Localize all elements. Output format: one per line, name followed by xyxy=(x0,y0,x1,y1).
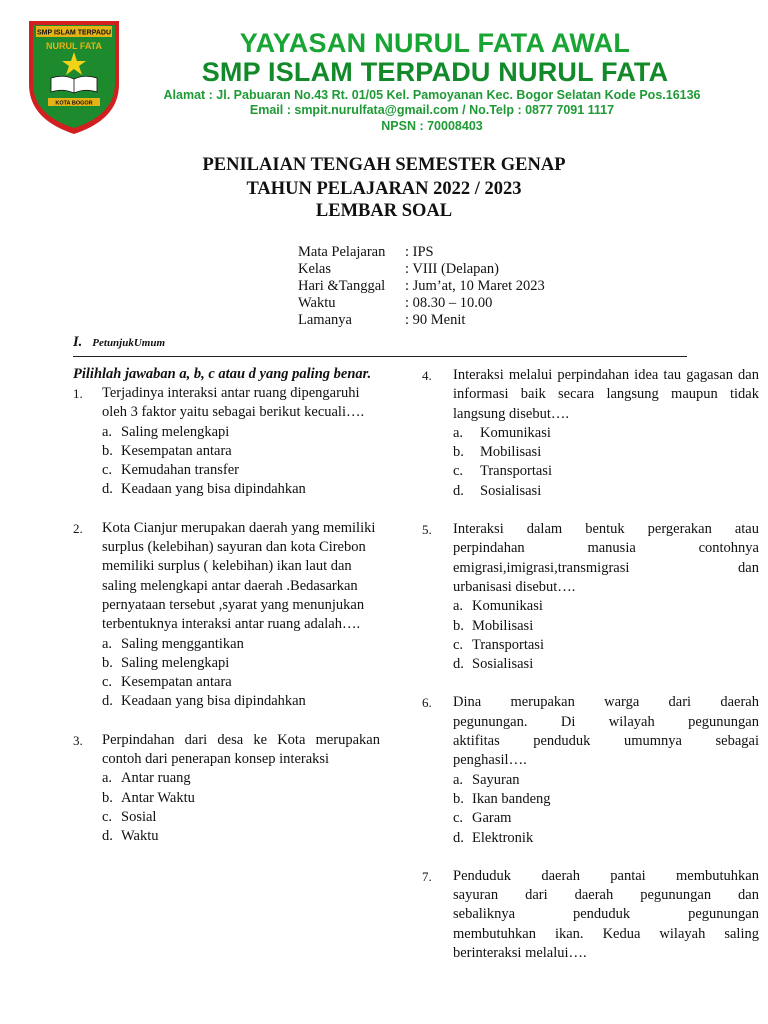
question-item xyxy=(422,867,759,963)
foundation-name: YAYASAN NURUL FATA AWAL xyxy=(239,28,631,58)
question-number: 6. xyxy=(422,695,432,711)
option-letter: c. xyxy=(102,462,113,479)
option-letter: c. xyxy=(102,808,113,825)
option-text: Transportasi xyxy=(472,636,544,653)
option-letter: a. xyxy=(453,771,464,788)
question-stem: Perpindahan dari desa ke Kota merupakan contoh dari penerapan konsep interaksi xyxy=(102,731,380,768)
option-text: Saling melengkapi xyxy=(121,423,230,440)
option[interactable] xyxy=(453,790,759,809)
option[interactable] xyxy=(102,635,380,654)
question-stem: Interaksi melalui perpindahan idea tau gagasan dan informasi baik secara langsung maupun tidak langsung disebut…. xyxy=(453,367,759,422)
option[interactable] xyxy=(453,462,759,481)
option-letter: c. xyxy=(453,463,464,480)
question-stem-line: emigrasi,imigrasi,transmigrasi dan xyxy=(453,559,759,576)
question-number: 3. xyxy=(73,732,83,748)
option-letter: d. xyxy=(102,481,113,498)
exam-year: TAHUN PELAJARAN 2022 / 2023 xyxy=(246,179,522,199)
question-stem-line: Dina merupakan warga dari daerah xyxy=(453,694,759,711)
option-letter: b. xyxy=(453,444,464,461)
question-stem-line: sebaliknya penduduk pegunungan xyxy=(453,906,759,923)
questions-right-column xyxy=(422,366,759,963)
question-number: 4. xyxy=(422,368,432,383)
option-list xyxy=(453,597,759,674)
option-letter: c. xyxy=(102,674,113,691)
option-text: Komunikasi xyxy=(472,598,543,615)
option[interactable] xyxy=(102,423,380,442)
option[interactable] xyxy=(453,636,759,655)
info-value: : IPS xyxy=(405,244,434,260)
option-letter: d. xyxy=(453,482,464,499)
info-value: : VIII (Delapan) xyxy=(405,261,499,277)
option-text: Waktu xyxy=(121,828,159,845)
option-text: Kemudahan transfer xyxy=(121,462,239,479)
question-stem: Terjadinya interaksi antar ruang dipengaruhi oleh 3 faktor yaitu sebagai berikut kecuali…. xyxy=(102,385,365,421)
option[interactable] xyxy=(102,461,380,480)
option[interactable] xyxy=(102,808,380,827)
exam-title: PENILAIAN TENGAH SEMESTER GENAP xyxy=(202,155,566,175)
info-value: : 08.30 – 10.00 xyxy=(405,295,493,311)
question-item xyxy=(73,519,380,712)
option[interactable] xyxy=(102,769,380,788)
info-row xyxy=(298,244,545,261)
option-text: Saling menggantikan xyxy=(121,635,244,652)
question-number: 7. xyxy=(422,868,432,884)
option-text: Mobilisasi xyxy=(480,444,542,461)
exam-sheet-label: LEMBAR SOAL xyxy=(315,201,453,221)
option-letter: a. xyxy=(102,423,113,440)
option[interactable] xyxy=(102,673,380,692)
question-stem-line: Interaksi dalam bentuk pergerakan atau xyxy=(453,521,759,538)
option-list xyxy=(453,771,759,848)
option-text: Antar Waktu xyxy=(121,789,195,806)
option-text: Kesempatan antara xyxy=(121,674,232,691)
option-text: Sosial xyxy=(121,808,157,825)
option-letter: a. xyxy=(102,635,113,652)
option-list xyxy=(102,635,380,712)
info-row xyxy=(298,261,545,278)
question-number: 5. xyxy=(422,522,432,538)
option[interactable] xyxy=(453,424,759,443)
option[interactable] xyxy=(102,480,380,499)
section-heading xyxy=(73,334,165,351)
option[interactable] xyxy=(453,809,759,828)
option[interactable] xyxy=(453,655,759,674)
question-number: 2. xyxy=(73,520,83,536)
option-letter: c. xyxy=(453,636,464,653)
option-text: Keadaan yang bisa dipindahkan xyxy=(121,481,306,498)
info-row xyxy=(298,312,545,329)
question-item xyxy=(422,520,759,674)
option-text: Keadaan yang bisa dipindahkan xyxy=(121,693,306,710)
option-text: Sosialisasi xyxy=(480,482,542,499)
option-text: Kesempatan antara xyxy=(121,442,232,459)
question-stem-line: pegunungan. Di wilayah pegunungan xyxy=(453,713,759,730)
question-stem-line: perpindahan manusia contohnya xyxy=(453,540,759,557)
option[interactable] xyxy=(453,617,759,636)
option-letter: d. xyxy=(102,828,113,845)
school-name: SMP ISLAM TERPADU NURUL FATA xyxy=(201,57,669,87)
option-text: Antar ruang xyxy=(121,770,191,787)
option-text: Sayuran xyxy=(472,771,520,788)
question-item xyxy=(73,384,380,500)
option-letter: a. xyxy=(453,598,464,615)
option-letter: b. xyxy=(453,617,464,634)
question-stem-line: Penduduk daerah pantai membutuhkan xyxy=(453,867,759,884)
section-divider xyxy=(73,356,687,357)
option[interactable] xyxy=(102,692,380,711)
option-list xyxy=(102,769,380,846)
question-item xyxy=(422,693,759,847)
question-stem-line: membutuhkan ikan. Kedua wilayah saling xyxy=(453,925,759,942)
info-label: Mata Pelajaran xyxy=(298,244,386,260)
info-label: Lamanya xyxy=(298,312,352,328)
option[interactable] xyxy=(102,442,380,461)
option-text: Transportasi xyxy=(480,463,552,480)
info-label: Kelas xyxy=(298,261,332,277)
option[interactable] xyxy=(102,827,380,846)
option-text: Garam xyxy=(472,810,512,827)
info-row xyxy=(298,278,545,295)
instruction-text: Pilihlah jawaban a, b, c atau d yang paling benar. xyxy=(73,366,372,382)
option-text: Saling melengkapi xyxy=(121,654,230,671)
question-stem-line: aktifitas penduduk umumnya sebagai xyxy=(453,733,759,750)
option[interactable] xyxy=(102,654,380,673)
option-letter: d. xyxy=(453,656,464,673)
question-stem-line: penghasil…. xyxy=(453,752,527,769)
section-title: PetunjukUmum xyxy=(92,337,166,349)
option-list xyxy=(453,424,759,501)
school-logo xyxy=(26,18,122,136)
question-stem-line: sayuran dari daerah pegunungan dan xyxy=(453,887,759,904)
question-stem: Kota Cianjur merupakan daerah yang memiliki surplus (kelebihan) sayuran dan kota Cirebon memiliki surplus ( kelebihan) ikan laut dan saling melengkapi antar daerah .Bedasarkan pernyataan tersebut ,syarat yang menunjukan terbentuknya interaksi antar ruang adalah…. xyxy=(102,519,376,633)
option-letter: a. xyxy=(102,770,113,787)
option-letter: c. xyxy=(453,810,464,827)
option-letter: b. xyxy=(453,790,464,807)
option-letter: d. xyxy=(102,693,113,710)
school-npsn: NPSN : 70008403 xyxy=(381,119,483,133)
school-contact: Email : smpit.nurulfata@gmail.com / No.Telp : 0877 7091 1117 xyxy=(249,103,615,117)
option[interactable] xyxy=(453,597,759,616)
logo-bottom-text: KOTA BOGOR xyxy=(55,100,93,107)
option-letter: b. xyxy=(102,789,113,806)
exam-info xyxy=(298,244,545,329)
logo-middle-text: NURUL FATA xyxy=(46,41,102,51)
questions-left-column xyxy=(73,366,380,847)
logo-top-text: SMP ISLAM TERPADU xyxy=(36,29,112,37)
info-row xyxy=(298,295,545,312)
option-text: Ikan bandeng xyxy=(472,790,551,807)
question-number: 1. xyxy=(73,386,83,401)
option-letter: d. xyxy=(453,829,464,846)
option-letter: a. xyxy=(453,424,464,441)
school-address: Alamat : Jl. Pabuaran No.43 Rt. 01/05 Kel. Pamoyanan Kec. Bogor Selatan Kode Pos.16136 xyxy=(163,88,701,102)
option[interactable] xyxy=(453,482,759,501)
question-item xyxy=(422,366,759,501)
question-stem-line: berinteraksi melalui…. xyxy=(453,945,587,962)
option-letter: b. xyxy=(102,442,113,459)
option[interactable] xyxy=(453,443,759,462)
option-letter: b. xyxy=(102,654,113,671)
question-item xyxy=(73,731,380,847)
option-text: Elektronik xyxy=(472,829,534,846)
option[interactable] xyxy=(453,829,759,848)
option-text: Sosialisasi xyxy=(472,656,534,673)
info-value: : Jum’at, 10 Maret 2023 xyxy=(405,278,545,294)
info-label: Waktu xyxy=(298,295,336,311)
question-stem-line: urbanisasi disebut…. xyxy=(453,578,576,595)
option-text: Komunikasi xyxy=(480,424,551,441)
section-number: I. xyxy=(73,334,83,350)
option-list xyxy=(102,423,380,500)
option-text: Mobilisasi xyxy=(472,617,534,634)
info-label: Hari &Tanggal xyxy=(298,278,386,294)
school-shield-icon xyxy=(26,18,122,136)
option[interactable] xyxy=(453,771,759,790)
info-value: : 90 Menit xyxy=(405,312,466,328)
option[interactable] xyxy=(102,789,380,808)
